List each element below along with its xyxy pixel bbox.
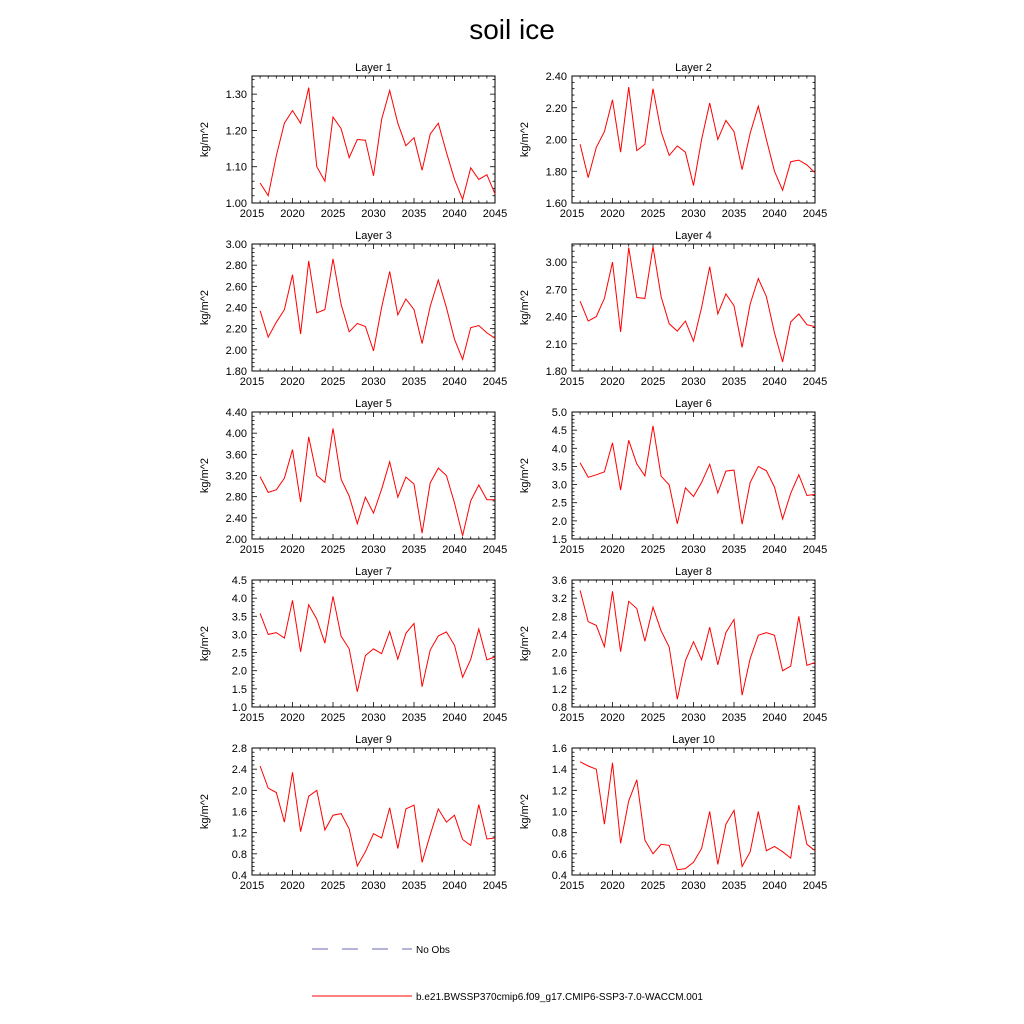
x-tick-label: 2040 (762, 712, 787, 724)
x-tick-label: 2040 (442, 880, 467, 892)
x-tick-label: 2030 (361, 880, 386, 892)
y-tick-label: 2.20 (545, 102, 567, 115)
y-axis-label: kg/m^2 (199, 289, 211, 326)
x-tick-label: 2020 (280, 880, 305, 892)
legend (312, 945, 703, 1003)
y-tick-label: 1.4 (551, 764, 567, 777)
panel-title: Layer 3 (355, 230, 392, 242)
y-tick-label: 1.2 (551, 683, 567, 696)
y-axis-label: kg/m^2 (519, 121, 531, 158)
series-line (260, 259, 495, 360)
series-line (580, 247, 815, 362)
panel-title: Layer 2 (675, 62, 712, 74)
x-tick-label: 2025 (320, 208, 346, 220)
panel-title: Layer 1 (355, 62, 392, 74)
y-tick-label: 1.5 (231, 683, 247, 696)
x-tick-label: 2025 (640, 712, 666, 724)
y-tick-label: 2.4 (551, 629, 567, 642)
y-tick-label: 4.00 (225, 428, 247, 441)
x-tick-label: 2020 (280, 544, 305, 556)
y-tick-label: 2.4 (231, 764, 247, 777)
panel-title: Layer 9 (355, 734, 392, 746)
plot-frame (572, 412, 815, 539)
y-tick-label: 0.8 (231, 848, 247, 861)
x-tick-label: 2035 (401, 712, 427, 724)
panel-2 (519, 62, 827, 220)
plot-frame (252, 748, 495, 875)
y-tick-label: 1.6 (551, 665, 567, 678)
x-tick-label: 2035 (721, 712, 747, 724)
panel-4 (519, 230, 827, 388)
x-tick-label: 2035 (401, 208, 427, 220)
x-tick-label: 2030 (681, 544, 706, 556)
series-line (260, 766, 495, 866)
x-tick-label: 2030 (361, 712, 386, 724)
y-axis-label: kg/m^2 (199, 625, 211, 662)
y-tick-label: 1.00 (225, 198, 247, 210)
x-tick-label: 2035 (721, 544, 747, 556)
x-tick-label: 2045 (482, 880, 508, 892)
y-tick-label: 4.5 (231, 575, 247, 587)
figure-title: soil ice (469, 14, 555, 45)
y-tick-label: 3.0 (551, 479, 567, 492)
y-tick-label: 3.5 (231, 611, 247, 624)
x-tick-label: 2015 (239, 208, 265, 220)
panel-title: Layer 10 (672, 734, 715, 746)
panel-5 (199, 398, 507, 556)
x-tick-label: 2015 (559, 880, 585, 892)
y-tick-label: 1.2 (231, 827, 247, 840)
y-tick-label: 3.2 (551, 593, 567, 606)
y-tick-label: 3.6 (551, 575, 567, 587)
series-line (580, 87, 815, 190)
x-tick-label: 2020 (600, 712, 625, 724)
panel-8 (519, 566, 827, 724)
x-tick-label: 2015 (559, 208, 585, 220)
panel-title: Layer 7 (355, 566, 392, 578)
x-tick-label: 2045 (802, 376, 828, 388)
y-tick-label: 0.4 (231, 870, 247, 882)
y-tick-label: 2.00 (545, 134, 567, 147)
y-tick-label: 4.40 (225, 407, 247, 419)
series-line (580, 426, 815, 524)
x-tick-label: 2035 (401, 376, 427, 388)
series-line (260, 88, 495, 200)
x-tick-label: 2035 (401, 544, 427, 556)
panel-3 (199, 230, 507, 388)
y-tick-label: 4.0 (551, 443, 567, 456)
panel-7 (199, 566, 507, 724)
y-tick-label: 5.0 (551, 407, 567, 419)
x-tick-label: 2020 (280, 208, 305, 220)
y-tick-label: 2.40 (225, 512, 247, 525)
y-tick-label: 3.20 (225, 470, 247, 483)
y-tick-label: 2.20 (225, 323, 247, 336)
x-tick-label: 2025 (640, 208, 666, 220)
x-tick-label: 2015 (559, 376, 585, 388)
x-tick-label: 2015 (559, 544, 585, 556)
y-tick-label: 2.40 (225, 302, 247, 315)
x-tick-label: 2045 (482, 376, 508, 388)
x-tick-label: 2035 (401, 880, 427, 892)
x-tick-label: 2030 (681, 376, 706, 388)
x-tick-label: 2040 (442, 208, 467, 220)
y-tick-label: 3.00 (545, 257, 567, 270)
x-tick-label: 2020 (600, 376, 625, 388)
x-tick-label: 2040 (762, 208, 787, 220)
x-tick-label: 2045 (482, 544, 508, 556)
y-tick-label: 2.40 (545, 311, 567, 324)
y-tick-label: 1.20 (225, 125, 247, 138)
y-tick-label: 2.10 (545, 338, 567, 351)
x-tick-label: 2030 (681, 712, 706, 724)
y-tick-label: 2.0 (231, 785, 247, 798)
y-tick-label: 1.30 (225, 89, 247, 102)
x-tick-label: 2025 (640, 376, 666, 388)
y-tick-label: 1.60 (545, 198, 567, 210)
y-tick-label: 1.0 (231, 702, 247, 714)
y-tick-label: 2.60 (225, 281, 247, 294)
x-tick-label: 2040 (762, 880, 787, 892)
y-tick-label: 1.80 (545, 166, 567, 179)
x-tick-label: 2015 (239, 376, 265, 388)
y-tick-label: 1.10 (225, 161, 247, 174)
plot-frame (572, 748, 815, 875)
panel-title: Layer 8 (675, 566, 712, 578)
x-tick-label: 2035 (721, 376, 747, 388)
plot-frame (252, 580, 495, 707)
y-tick-label: 1.2 (551, 785, 567, 798)
y-axis-label: kg/m^2 (519, 457, 531, 494)
y-tick-label: 2.5 (551, 497, 567, 510)
y-tick-label: 1.80 (545, 366, 567, 378)
plot-frame (572, 580, 815, 707)
y-tick-label: 2.0 (551, 647, 567, 660)
panel-9 (199, 734, 507, 892)
x-tick-label: 2040 (442, 712, 467, 724)
y-tick-label: 0.8 (551, 702, 567, 714)
x-tick-label: 2025 (320, 880, 346, 892)
series-line (260, 428, 495, 535)
x-tick-label: 2040 (762, 376, 787, 388)
y-axis-label: kg/m^2 (519, 289, 531, 326)
panel-title: Layer 5 (355, 398, 392, 410)
series-line (260, 596, 495, 692)
y-tick-label: 2.80 (225, 260, 247, 273)
y-tick-label: 0.8 (551, 827, 567, 840)
y-tick-label: 2.70 (545, 284, 567, 297)
y-tick-label: 3.5 (551, 461, 567, 474)
x-tick-label: 2030 (681, 208, 706, 220)
panel-title: Layer 6 (675, 398, 712, 410)
y-tick-label: 1.80 (225, 366, 247, 378)
y-tick-label: 0.6 (551, 848, 567, 861)
y-tick-label: 2.8 (551, 611, 567, 624)
y-axis-label: kg/m^2 (519, 793, 531, 830)
y-tick-label: 2.8 (231, 743, 247, 755)
y-axis-label: kg/m^2 (519, 625, 531, 662)
y-tick-label: 2.5 (231, 647, 247, 660)
x-tick-label: 2045 (482, 712, 508, 724)
panel-title: Layer 4 (675, 230, 712, 242)
y-tick-label: 1.6 (551, 743, 567, 755)
plot-frame (252, 244, 495, 371)
x-tick-label: 2020 (600, 544, 625, 556)
x-tick-label: 2045 (802, 208, 828, 220)
y-axis-label: kg/m^2 (199, 457, 211, 494)
x-tick-label: 2015 (239, 712, 265, 724)
y-tick-label: 4.5 (551, 425, 567, 438)
x-tick-label: 2015 (239, 880, 265, 892)
panel-6 (519, 398, 827, 556)
x-tick-label: 2030 (681, 880, 706, 892)
y-tick-label: 1.0 (551, 806, 567, 819)
x-tick-label: 2015 (239, 544, 265, 556)
series-line (580, 590, 815, 699)
plot-frame (572, 244, 815, 371)
x-tick-label: 2030 (361, 376, 386, 388)
y-tick-label: 3.00 (225, 239, 247, 251)
y-tick-label: 2.0 (551, 515, 567, 528)
y-axis-label: kg/m^2 (199, 793, 211, 830)
x-tick-label: 2030 (361, 544, 386, 556)
y-axis-label: kg/m^2 (199, 121, 211, 158)
x-tick-label: 2035 (721, 208, 747, 220)
legend-model-label: b.e21.BWSSP370cmip6.f09_g17.CMIP6-SSP3-7.0-WACCM.001 (416, 992, 703, 1003)
y-tick-label: 1.6 (231, 806, 247, 819)
x-tick-label: 2025 (320, 712, 346, 724)
legend-obs-label: No Obs (416, 945, 450, 956)
x-tick-label: 2020 (600, 208, 625, 220)
plot-frame (252, 76, 495, 203)
x-tick-label: 2040 (762, 544, 787, 556)
x-tick-label: 2025 (640, 880, 666, 892)
y-tick-label: 2.80 (225, 491, 247, 504)
x-tick-label: 2030 (361, 208, 386, 220)
x-tick-label: 2045 (802, 712, 828, 724)
x-tick-label: 2025 (640, 544, 666, 556)
y-tick-label: 2.00 (225, 344, 247, 357)
x-tick-label: 2020 (280, 712, 305, 724)
panel-10 (519, 734, 827, 892)
y-tick-label: 2.0 (231, 665, 247, 678)
series-line (580, 762, 815, 870)
y-tick-label: 3.0 (231, 629, 247, 642)
x-tick-label: 2020 (600, 880, 625, 892)
y-tick-label: 0.4 (551, 870, 567, 882)
x-tick-label: 2025 (320, 544, 346, 556)
panel-1 (199, 62, 507, 220)
x-tick-label: 2015 (559, 712, 585, 724)
x-tick-label: 2045 (802, 544, 828, 556)
x-tick-label: 2045 (482, 208, 508, 220)
x-tick-label: 2035 (721, 880, 747, 892)
y-tick-label: 2.40 (545, 71, 567, 83)
y-tick-label: 1.5 (551, 534, 567, 546)
x-tick-label: 2045 (802, 880, 828, 892)
x-tick-label: 2020 (280, 376, 305, 388)
y-tick-label: 4.0 (231, 593, 247, 606)
x-tick-label: 2040 (442, 544, 467, 556)
y-tick-label: 3.60 (225, 449, 247, 462)
x-tick-label: 2040 (442, 376, 467, 388)
x-tick-label: 2025 (320, 376, 346, 388)
y-tick-label: 2.00 (225, 534, 247, 546)
